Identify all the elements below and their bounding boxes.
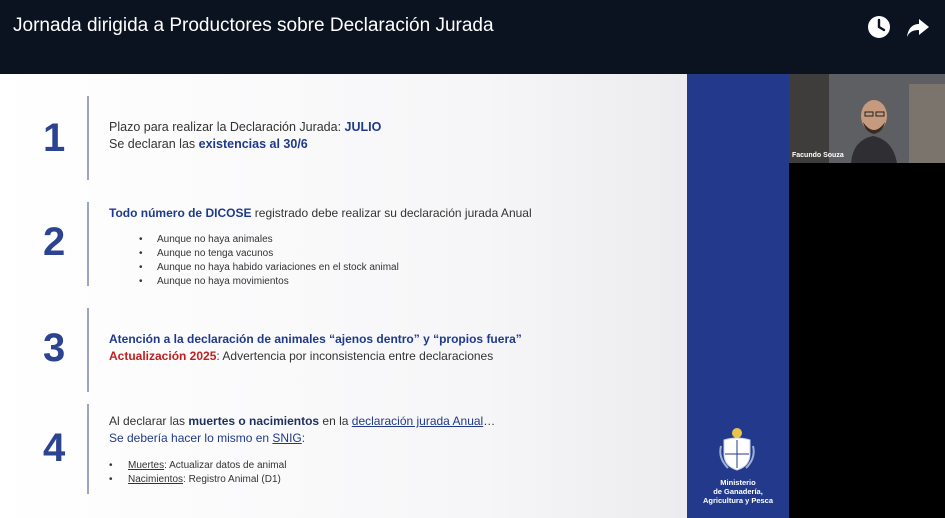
item-1-text — [109, 119, 381, 153]
item-number-3: 3 — [43, 326, 66, 370]
item-4-snig: SNIG — [272, 431, 302, 445]
item-2-dicose: Todo número de DICOSE — [109, 206, 252, 220]
ministry-line-1: Ministerio — [720, 478, 756, 487]
empty-video-area — [789, 163, 945, 518]
list-item — [109, 459, 495, 473]
divider-3 — [87, 308, 89, 392]
item-4-deaths-births: muertes o nacimientos — [188, 414, 320, 428]
item-4-text — [109, 413, 495, 487]
item-4-colon: : — [301, 431, 306, 445]
share-icon[interactable] — [905, 14, 931, 40]
list-item-label: Muertes — [128, 460, 165, 471]
presentation-slide — [0, 74, 687, 518]
item-2-bullet-list — [137, 233, 532, 289]
item-number-1: 1 — [43, 116, 66, 160]
item-2-line1: registrado debe realizar su declaración jurada Anual — [251, 206, 532, 220]
item-3-attention: Atención a la declaración de animales “ajenos dentro” y “propios fuera” — [109, 332, 522, 346]
video-header — [0, 0, 945, 74]
list-item: • Aunque no tenga vacunos — [137, 247, 532, 261]
divider-1 — [87, 96, 89, 180]
item-4-text-c: en la — [319, 414, 352, 428]
item-number-2: 2 — [43, 220, 66, 264]
list-item: • Aunque no haya animales — [137, 233, 532, 247]
item-4-text-2a: Se debería hacer lo mismo en — [109, 431, 273, 445]
item-4-ellipsis: … — [483, 414, 496, 428]
list-item-label: Nacimientos — [128, 474, 184, 485]
divider-2 — [87, 202, 89, 286]
item-1-line2: Se declaran las — [109, 137, 199, 151]
list-item-text: : Registro Animal (D1) — [183, 474, 281, 485]
ministry-logo-text — [687, 478, 789, 505]
item-1-deadline: JULIO — [344, 120, 382, 134]
item-3-update-2025: Actualización 2025 — [109, 349, 217, 363]
coat-of-arms-icon — [718, 426, 756, 472]
item-4-bullet-list — [109, 459, 495, 487]
list-item: • Aunque no haya habido variaciones en el stock animal — [137, 261, 532, 275]
item-2-text — [109, 205, 532, 289]
video-title[interactable]: Jornada dirigida a Productores sobre Declaración Jurada — [13, 15, 494, 36]
item-1-line1: Plazo para realizar la Declaración Jurada: — [109, 120, 345, 134]
divider-4 — [87, 404, 89, 494]
list-item — [109, 473, 495, 487]
ministry-line-2: de Ganadería, — [713, 487, 763, 496]
list-item: • Aunque no haya movimientos — [137, 275, 532, 289]
item-3-warning: : Advertencia por inconsistencia entre declaraciones — [216, 349, 494, 363]
item-number-4: 4 — [43, 426, 66, 470]
participant-avatar — [789, 74, 945, 163]
item-1-stock-date: existencias al 30/6 — [198, 137, 308, 151]
item-3-text — [109, 331, 522, 365]
ministry-line-3: Agricultura y Pesca — [702, 496, 774, 505]
clock-icon[interactable] — [866, 14, 892, 40]
participant-video[interactable] — [789, 74, 945, 163]
item-4-annual-declaration: declaración jurada Anual — [351, 414, 484, 428]
list-item-text: : Actualizar datos de animal — [164, 460, 287, 471]
item-4-text-a: Al declarar las — [109, 414, 189, 428]
participant-name: Facundo Souza — [792, 152, 844, 159]
